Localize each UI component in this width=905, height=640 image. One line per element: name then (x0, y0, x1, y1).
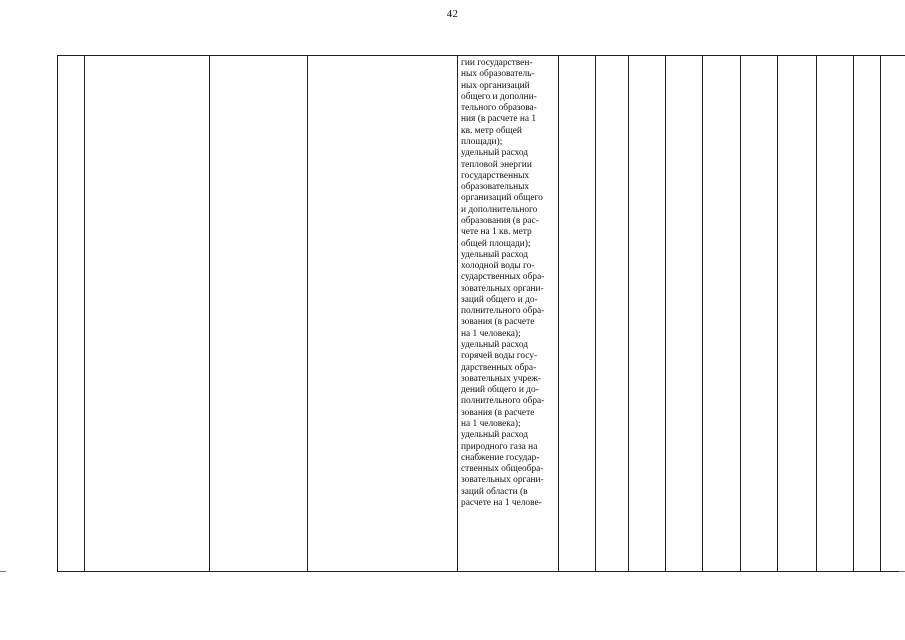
indicator-line: площади); (461, 136, 503, 147)
indicator-line: ных организаций (461, 80, 530, 91)
indicator-line: расчете на 1 челове- (461, 497, 542, 508)
empty-value-cell (817, 56, 854, 572)
page-number: 42 (446, 8, 459, 20)
empty-value-cell (854, 56, 881, 572)
indicator-line: зования (в расчете (461, 317, 535, 328)
indicator-line: ных образователь- (461, 69, 535, 80)
indicator-description-cell (458, 56, 559, 572)
indicator-line: кв. метр общей (461, 125, 522, 136)
indicator-line: холодной воды го- (461, 261, 535, 272)
indicator-line: гии государствен- (461, 58, 533, 68)
indicator-line: зовательных органи- (461, 283, 544, 294)
indicator-line: чете на 1 кв. метр (461, 227, 532, 238)
column-name-cell (85, 56, 210, 572)
empty-value-cell (559, 56, 596, 572)
indicator-line: тепловой энергии (461, 159, 532, 170)
left-edge-mark (0, 571, 6, 572)
indicator-line: удельный расход (461, 340, 529, 351)
indicator-line: тельного образова- (461, 103, 537, 114)
indicator-line: и дополнительного (461, 204, 538, 215)
column-number-cell (58, 56, 85, 572)
table-row (58, 56, 905, 572)
indicator-line: полнительного обра- (461, 306, 545, 317)
right-edge-mark (899, 571, 905, 572)
indicator-line: на 1 человека); (461, 419, 521, 429)
indicator-line: заций области (в (461, 486, 528, 497)
indicator-line: общей площади); (461, 238, 531, 249)
empty-value-cell (666, 56, 703, 572)
program-indicators-table (57, 55, 905, 572)
indicator-line: заций общего и до- (461, 294, 538, 305)
empty-value-cell (741, 56, 778, 572)
indicator-line: дений общего и до- (461, 385, 539, 396)
empty-value-cell (881, 56, 905, 572)
indicator-line: зовательных учреж- (461, 373, 541, 384)
indicator-line: сударственных обра- (461, 272, 545, 283)
indicator-line: ственных общеобра- (461, 464, 544, 475)
indicator-line: дарственных обра- (461, 362, 537, 373)
indicator-line: образования (в рас- (461, 215, 539, 226)
indicator-line: удельный расход (461, 148, 529, 159)
indicator-line: природного газа на (461, 441, 538, 452)
indicator-line: на 1 человека); (461, 328, 521, 339)
indicator-line: образовательных (461, 182, 530, 193)
indicator-line: государственных (461, 170, 530, 181)
indicator-line: снабжение государ- (461, 452, 540, 463)
indicator-line: удельный расход (461, 249, 529, 260)
empty-value-cell (703, 56, 741, 572)
column-executor-cell (210, 56, 308, 572)
indicator-line: полнительного обра- (461, 396, 545, 407)
indicator-line: зования (в расчете (461, 407, 535, 418)
column-period-cell (308, 56, 458, 572)
indicator-line: удельный расход (461, 430, 529, 441)
empty-value-cell (778, 56, 817, 572)
indicator-line: общего и дополни- (461, 91, 537, 102)
empty-value-cell (629, 56, 666, 572)
indicator-line: ния (в расчете на 1 (461, 114, 537, 125)
indicator-line: зовательных органи- (461, 475, 544, 486)
empty-value-cell (596, 56, 629, 572)
indicator-line: горячей воды госу- (461, 351, 538, 362)
indicator-line: организаций общего (461, 193, 543, 204)
